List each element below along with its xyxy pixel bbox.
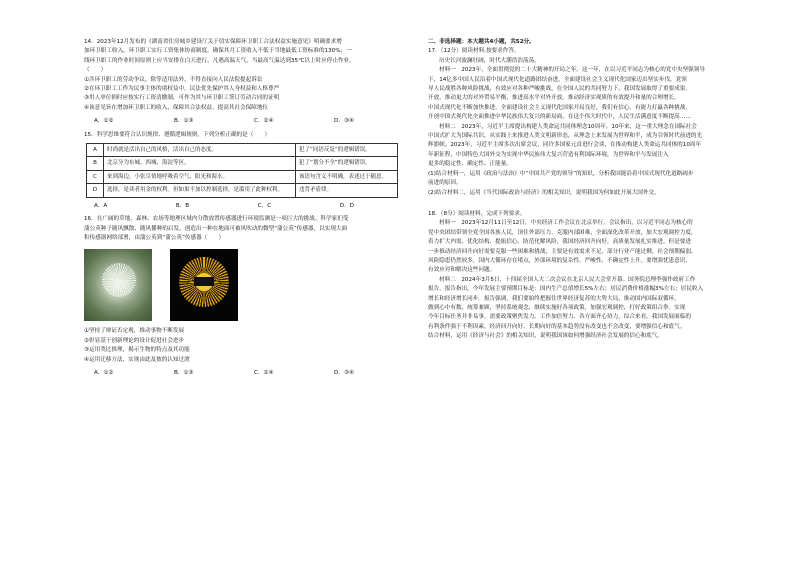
q14-option-b[interactable]: B．①③ [173, 118, 194, 125]
row-note: 违背矛盾律。 [296, 184, 398, 197]
row-label: D [87, 184, 104, 197]
text-line: (2)结合材料二，运用《当代国际政治与经济》的相关知识，说明我国为何如此开展大国外交。 [428, 189, 660, 196]
table-row [87, 157, 398, 170]
q18-material-1 [428, 219, 754, 275]
text-line: 年新征程，中国特色大国外交为实现中华民族伟大复兴营造有利国际环境，为世界和平与发展注入 [428, 151, 669, 158]
text-line: ④该意见旨在增加环卫职工的收入，保障其合法权益，提高其社会保障地位 [84, 104, 269, 111]
sensor-chip [194, 277, 214, 286]
row-note: 犯了“划分不全”的逻辑错误。 [296, 157, 398, 170]
text-line: 有效应对和解决这些问题。 [428, 267, 496, 274]
text-line: 着力扩大内需、优化结构、提振信心、防范化解风险，我国经济回升向好，高质量发展扎实推进。但是要进 [428, 239, 691, 246]
q15-options [84, 202, 354, 211]
q18-head: 18．（8分）阅读材料，完成下列要求。 [428, 210, 526, 217]
text-line: 导人民战胜各种风险挑战，有效应对各种严峻挑战，在全国人民的共同努力下，我国发展取得了重要成果。 [428, 86, 691, 93]
text-line: 辉旗帜。2023年，习近平主席多次出席会议，同许多国家元首进行会谈，在推动构建人类命运共同体的10周年 [428, 142, 702, 149]
text-line: 材料二 2024年3月5日，十四届全国人大二次会议在北京人民大会堂开幕。国务院总理李强作政府工作 [439, 276, 696, 283]
q14-option-d[interactable]: D．③④ [334, 118, 354, 125]
table-row [87, 184, 398, 197]
q17-material-2 [428, 123, 754, 170]
q15-option-b[interactable]: B．B [175, 202, 190, 209]
q17-material-1 [428, 66, 754, 122]
row-note: 犯了“同语反复”的逻辑错误。 [296, 144, 398, 157]
row-text: 来到海边，小张尽情地呼吸着空气、阳光和海水。 [104, 170, 296, 183]
text-line: 中国式扩大为国际共识，从实践上来推进人类文明新形态，从理念上来发展为世界和平，成为引领时代前进的光 [428, 133, 703, 140]
q16-choices [84, 327, 410, 365]
row-text: 时尚就是活出自己的风格，活出自己的态度。 [104, 144, 296, 157]
text-line: 下，14亿多中国人民沿着中国式现代化道路团结奋进，全面建设社会主义现代化国家迈出坚实步伐。党领 [428, 76, 687, 83]
text-line: 16．在广阔的草地、森林、农场等地理区域内分散放置传感器进行环境监测是一项巨大的挑战。科学家们受 [84, 216, 349, 223]
text-line: ④运用迁移方法，实现由此及彼的认知过渡 [84, 356, 190, 363]
q15-option-d[interactable]: D．D [339, 202, 354, 209]
row-note: 该语句含义不明确，表述过于随意。 [296, 170, 398, 183]
text-line: ③用人单位损时应按实行工资清缴制，可作为其与环卫职工签订劳动合同的证明 [84, 95, 280, 102]
q17-tasks [428, 170, 754, 198]
q16-images [84, 249, 410, 321]
row-label: C [87, 170, 104, 183]
text-line: （ ） [84, 67, 107, 74]
text-line: (1)结合材料一，运用《政治与法治》中“中国共产党的领导”的知识，分析我国能沿着中国式现代化道路阔步 [428, 170, 694, 177]
text-line: 一步推动经济回升向好需要克服一些困难和挑战，主要是有效需求不足、部分行业产能过剩、社会预期偏弱、 [428, 248, 697, 255]
q18-material-2 [428, 276, 754, 332]
text-line: 增长和经济增长同步。报告强调，我们要始终把握住世界经济复苏的大势大局，推动国内国际双循环， [428, 295, 680, 302]
q17-subtitle: 历史长河波澜壮阔，时代大潮浩浩荡荡。 [439, 57, 540, 64]
text-line: ②彰显基于创新理论的设计促进社会进步 [84, 337, 185, 344]
text-line: ①涉环卫职工的劳动争议，除等适用法外，不得直接向人民法院提起诉讼 [84, 76, 263, 83]
text-line: 积传感器网络部署，由蒲公英到“蒲公英”传感器（ ） [84, 234, 225, 241]
q14-option-c[interactable]: C．②④ [253, 118, 274, 125]
row-text: 选择，是读者用金的权利。但如果不加以控制选择，是滥用了此种权利。 [104, 184, 296, 197]
q16-option-b[interactable]: B．①③ [173, 369, 194, 376]
q15-option-c[interactable]: C．C [257, 202, 272, 209]
text-line: 蒲公英种子随风飘散、随风播种的启发，创造出一种在地面可被风吹动的微型“蒲公英”传感器，以实现大面 [84, 225, 348, 232]
q17-head: 17．（12分）阅读材料,按要求作答。 [428, 48, 520, 55]
text-line: ①坚持了辩证否定观，推动事物不断发展 [84, 328, 185, 335]
q14-option-a[interactable]: A．①② [94, 118, 114, 125]
text-line: 开放，推动更大的对外贸易平衡，推进高水平对外开放，推动经济实现质的有效提升和量的合理增长， [428, 95, 680, 102]
text-line: 14．2023年12月发布的《湖南省住房城乡建设厅关于切实保障环卫职工合法权益实施意见》明确要求增 [84, 39, 342, 45]
question-15-stem: 15．科学思维要符合认识规律、遵循逻辑规则。下列分析正确的是（ ） [84, 131, 271, 138]
table-row [87, 170, 398, 183]
text-line: 今年目标任务并非易事，需要政策聚焦发力、工作加倍努力、各方面齐心协力。综合来看，我国发展面临的 [428, 314, 691, 321]
q15-table [86, 143, 398, 198]
question-14 [84, 38, 410, 113]
text-line: 党中央团结带领全党全国各族人民，顶住外部压力、克服内部困难，全面深化改革开放，加大宏观调控力度， [428, 229, 697, 236]
q16-option-d[interactable]: D．③④ [334, 369, 354, 376]
row-text: 北京分为东城、西城、海淀等区。 [104, 157, 296, 170]
question-16 [84, 215, 410, 243]
text-line: 材料二 2023年，习近平主席提出构建人类命运共同体理念10周年。10年来，这一重大理念在国际社会 [439, 123, 697, 130]
text-line: ②在环卫职工工作为民事主体的诸权益中，民法优先保护其人身权益和人格尊严 [84, 86, 280, 93]
q18-task: 结合材料，运用《经济与社会》的相关知识，说明我国该如何增强经济社会发展的信心和底气。 [428, 333, 663, 340]
text-line: 更多的稳定性、确定性、正能量。 [428, 161, 512, 168]
dandelion-photo [84, 249, 152, 321]
text-line: ③运用类比推理，揭示生物的特点及其功能 [84, 347, 190, 354]
left-column [84, 38, 410, 378]
text-line: 加环卫职工收入，环卫职工实行工资集体协商制度，确保其月工资收入不低于当地最低工资标准的130%；一 [84, 48, 352, 55]
text-line: 有利条件强于不利因素，经济回升向好、长期向好的基本趋势没有改变也不会改变，要增强信心和底气。 [428, 323, 686, 330]
q16-options [84, 369, 354, 378]
section-title: 二、非选择题：本大题共4小题，共52分。 [428, 39, 535, 45]
q16-option-c[interactable]: C．②④ [253, 369, 274, 376]
table-row [87, 144, 398, 157]
q16-option-a[interactable]: A．①② [94, 369, 114, 376]
text-line: 报告。报告指出，今年发展主要预期目标是：国内生产总值增长5%左右；居民消费价格涨幅3%左右；居民收入 [428, 286, 704, 293]
text-line: 中国式现代化不断加快推进，全面建设社会主义现代化国家开局良好，我们有信心、有能力打赢各种挑战， [428, 104, 691, 111]
dandelion-sensor-photo [170, 249, 238, 321]
text-line: 做到心中有数、统筹兼顾，坚持系统观念，继续实施好各项政策，加强宏观调控，打好政策组合拳。实现 [428, 304, 686, 311]
text-line: 前进的原因。 [428, 180, 462, 187]
text-line: 风险隐患仍然较多，国内大循环存在堵点，外部环境的复杂性、严峻性、不确定性上升。要增强忧患意识， [428, 257, 691, 264]
row-label: B [87, 157, 104, 170]
q14-options [84, 117, 354, 126]
text-line: 材料一 2023年，全面贯彻党的二十大精神的开局之年。这一年，在以习近平同志为核心的党中央坚强领导 [439, 67, 705, 74]
text-line: 材料一 2023年12月11日至12日，中央经济工作会议在北京举行。会议指出，以习近平同志为核心的 [439, 220, 693, 227]
text-line: 开创中国式现代化全面推进中华民族伟大复兴的新局面，在这个伟大时代中，人民生活满意度不断提高…… [428, 114, 691, 121]
q15-option-a[interactable]: A．A [94, 202, 108, 209]
text-line: 线环卫职工的作业时间原则上应当安排在白天进行，凡遇高温天气，当最高气温达到35℃以上时应停止作业， [84, 57, 355, 64]
right-column [428, 38, 754, 342]
row-label: A [87, 144, 104, 157]
